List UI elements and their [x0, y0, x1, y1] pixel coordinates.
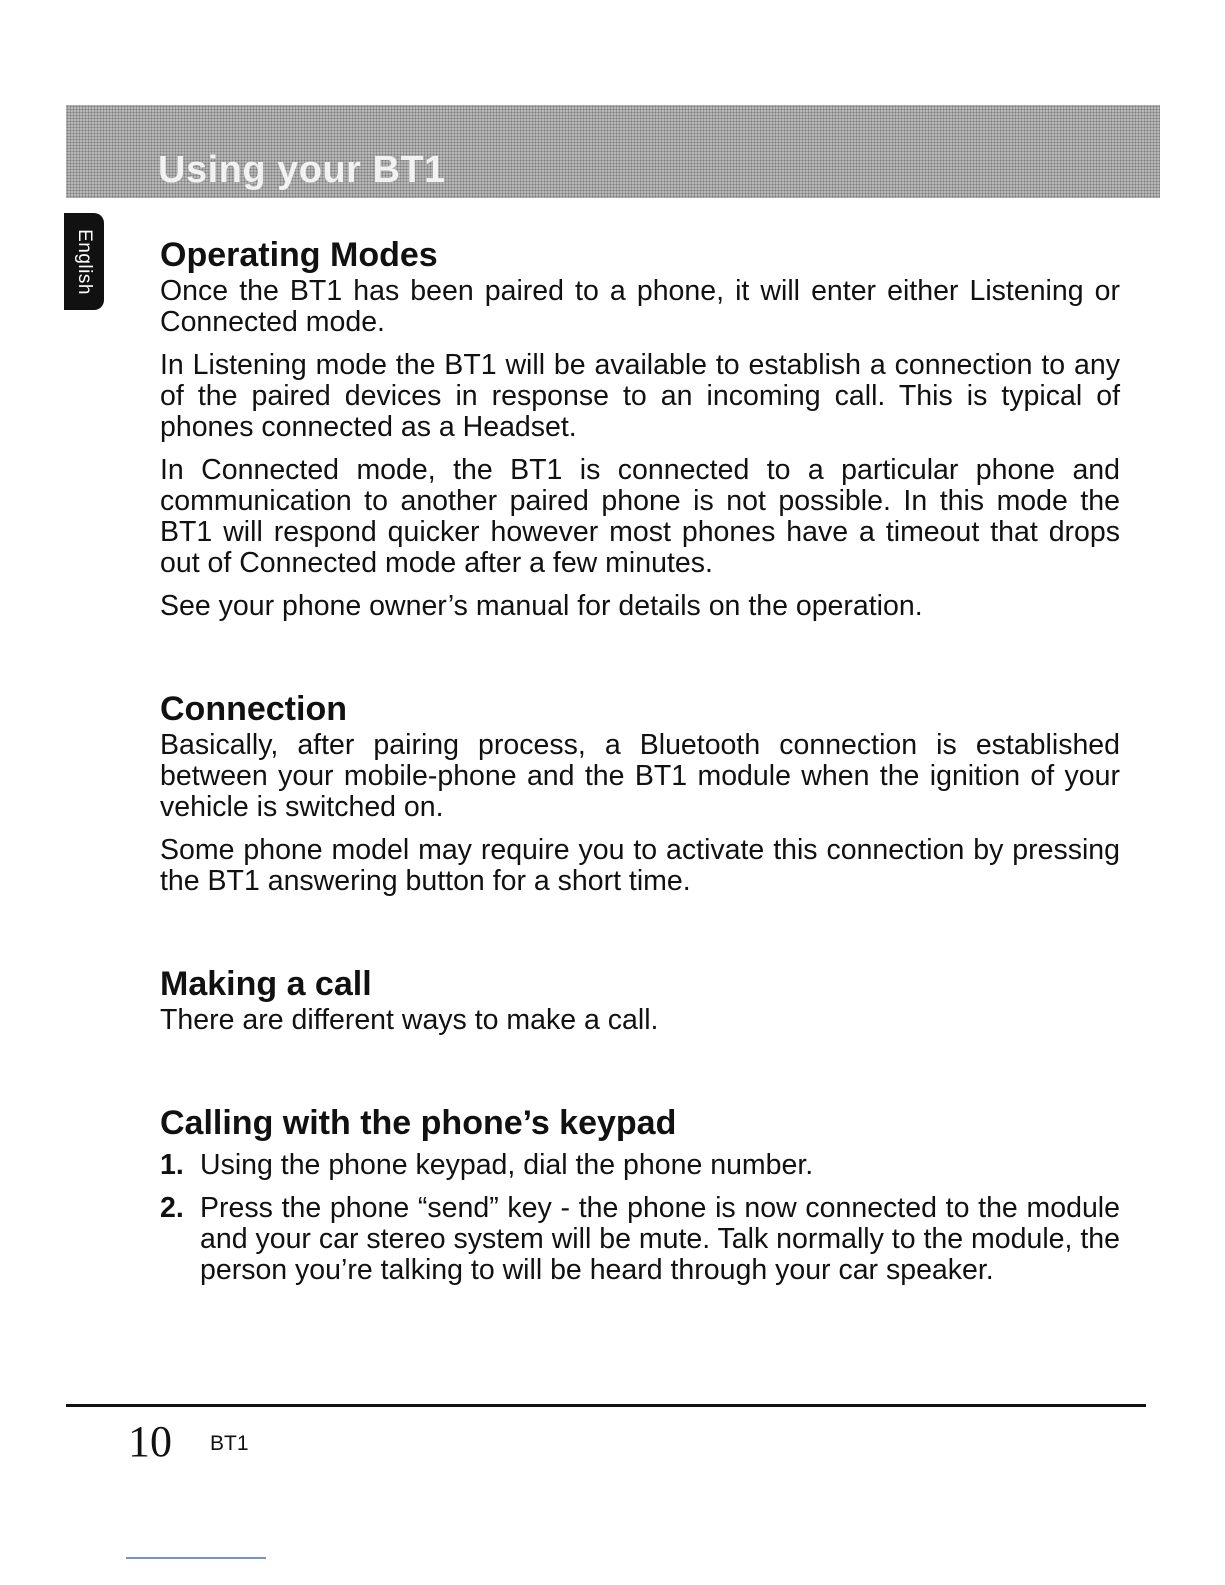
section-connection [160, 688, 1120, 897]
heading-making-a-call: Making a call [160, 965, 372, 1003]
section-making-a-call [160, 963, 1120, 1036]
paragraph: In Connected mode, the BT1 is connected to a particular phone and communication to another paired phone is not possible. In this mode the BT1 will respond quicker however most phones have a timeout that drops out of Connected mode after a few minutes. [160, 454, 1120, 579]
footer-divider [66, 1404, 1146, 1407]
list-item [160, 1193, 1120, 1286]
section-header-band [66, 105, 1160, 198]
section-title: Using your BT1 [158, 149, 446, 191]
paragraph: There are different ways to make a call. [160, 1004, 659, 1036]
page-number: 10 [128, 1417, 172, 1466]
heading-calling-with-keypad: Calling with the phone’s keypad [160, 1104, 677, 1142]
page-content [160, 234, 1120, 1298]
list-item [160, 1150, 1120, 1181]
steps-list [160, 1150, 1120, 1286]
section-operating-modes [160, 234, 1120, 622]
paragraph: Basically, after pairing process, a Bluetooth connection is established between your mobile-phone and the BT1 module when the ignition of your vehicle is switched on. [160, 729, 1120, 823]
paragraph: Once the BT1 has been paired to a phone, it will enter either Listening or Connected mode. [160, 275, 1120, 338]
paragraph: In Listening mode the BT1 will be available to establish a connection to any of the paired devices in response to an incoming call. This is typical of phones connected as a Headset. [160, 349, 1120, 443]
step-number: 2. [160, 1192, 184, 1224]
language-tab-label: English [74, 228, 95, 295]
step-text: Using the phone keypad, dial the phone number. [200, 1149, 814, 1181]
bottom-edge-mark [126, 1557, 266, 1559]
step-text: Press the phone “send” key - the phone is now connected to the module and your car stereo system will be mute. Talk normally to the module, the person you’re talking to will be heard through your car speaker. [200, 1192, 1120, 1286]
language-tab [64, 213, 104, 310]
footer-model-name: BT1 [210, 1432, 249, 1455]
step-number: 1. [160, 1149, 184, 1181]
paragraph: Some phone model may require you to activate this connection by pressing the BT1 answering button for a short time. [160, 834, 1120, 897]
paragraph: See your phone owner’s manual for details on the operation. [160, 590, 923, 622]
heading-operating-modes: Operating Modes [160, 236, 438, 274]
heading-connection: Connection [160, 690, 347, 728]
section-calling-with-keypad [160, 1102, 1120, 1286]
